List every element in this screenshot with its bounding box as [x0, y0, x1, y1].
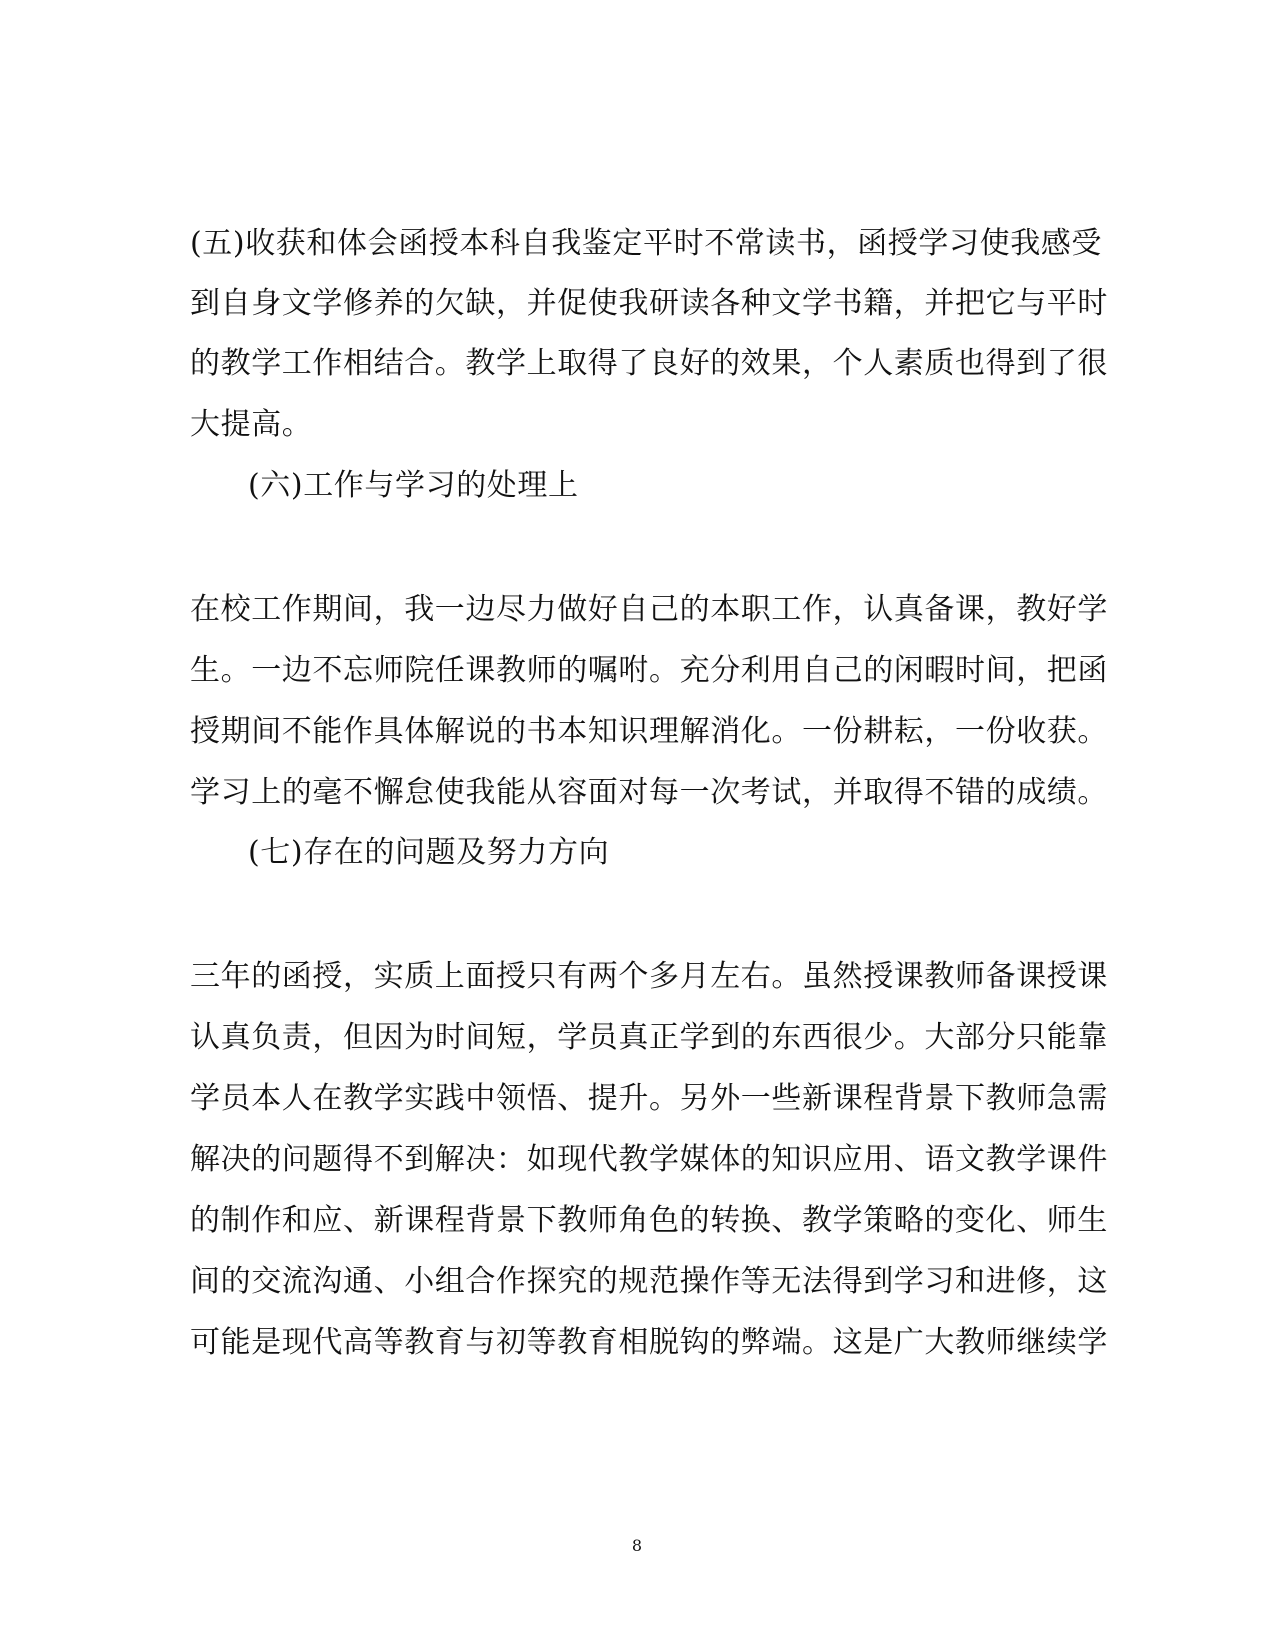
section6-line-2: 生。一边不忘师院任课教师的嘱咐。充分利用自己的闲暇时间，把函	[190, 653, 1108, 688]
section5-line-2: 到自身文学修养的欠缺，并促使我研读各种文学书籍，并把它与平时	[190, 286, 1108, 321]
section5-line-1: (五)收获和体会函授本科自我鉴定平时不常读书，函授学习使我感受	[190, 226, 1103, 261]
section6-heading: (六)工作与学习的处理上	[248, 468, 579, 503]
section7-line-4: 解决的问题得不到解决：如现代教学媒体的知识应用、语文教学课件	[190, 1142, 1108, 1177]
section7-line-3: 学员本人在教学实践中领悟、提升。另外一些新课程背景下教师急需	[190, 1081, 1108, 1116]
section5-line-4: 大提高。	[190, 407, 313, 442]
section7-line-2: 认真负责，但因为时间短，学员真正学到的东西很少。大部分只能靠	[190, 1020, 1108, 1055]
section6-line-1: 在校工作期间，我一边尽力做好自己的本职工作，认真备课，教好学	[190, 592, 1108, 627]
section6-line-4: 学习上的毫不懈怠使我能从容面对每一次考试，并取得不错的成绩。	[190, 775, 1108, 810]
section7-heading: (七)存在的问题及努力方向	[248, 835, 610, 870]
section5-line-3: 的教学工作相结合。教学上取得了良好的效果，个人素质也得到了很	[190, 346, 1108, 381]
page-number: 8	[631, 1536, 643, 1555]
section7-line-1: 三年的函授，实质上面授只有两个多月左右。虽然授课教师备课授课	[190, 959, 1108, 994]
section7-line-6: 间的交流沟通、小组合作探究的规范操作等无法得到学习和进修，这	[190, 1264, 1108, 1299]
section7-line-5: 的制作和应、新课程背景下教师角色的转换、教学策略的变化、师生	[190, 1203, 1108, 1238]
section7-line-7: 可能是现代高等教育与初等教育相脱钩的弊端。这是广大教师继续学	[190, 1325, 1108, 1360]
section6-line-3: 授期间不能作具体解说的书本知识理解消化。一份耕耘，一份收获。	[190, 714, 1108, 749]
